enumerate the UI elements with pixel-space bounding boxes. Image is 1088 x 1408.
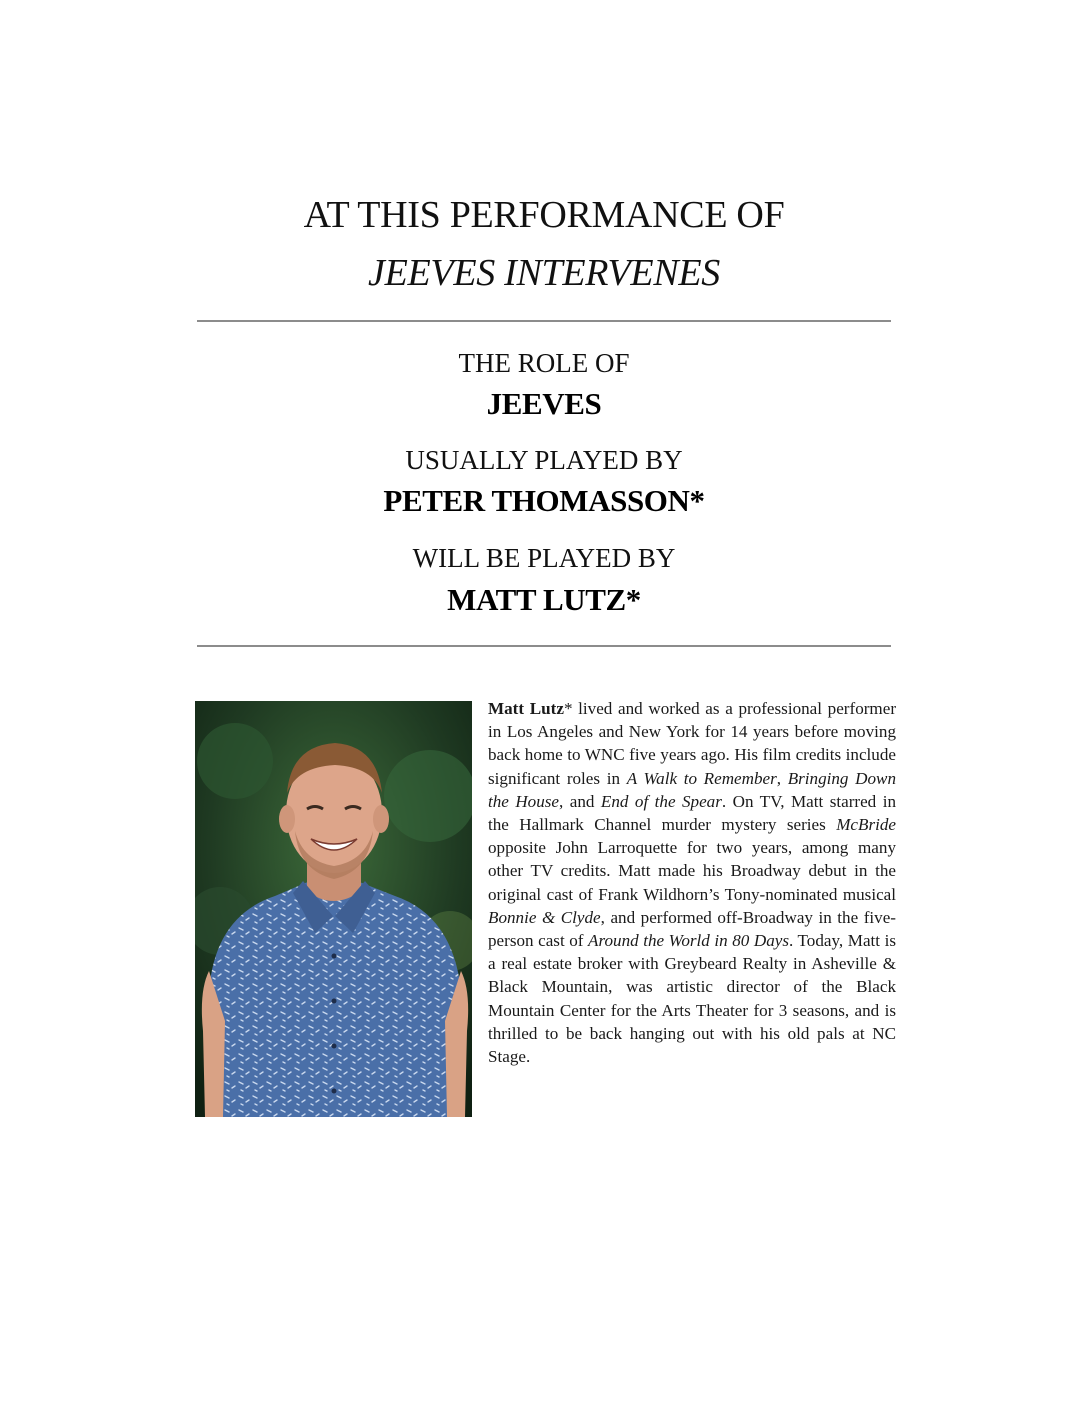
- bio-title-ref: Bonnie & Clyde: [488, 907, 601, 927]
- top-divider: [197, 320, 891, 322]
- announcement-heading: AT THIS PERFORMANCE OF: [303, 194, 785, 236]
- replacement-actor-name: MATT LUTZ*: [447, 582, 641, 617]
- bio-title-ref: Bringing Down the House: [488, 768, 896, 811]
- replacement-actor-label: WILL BE PLAYED BY: [412, 543, 676, 573]
- bio-title-ref: A Walk to Remember: [626, 768, 777, 788]
- bio-text: . Today, Matt is a real estate broker with Greybeard Realty in Asheville & Black Mountain, was artistic director of the Black Mountain Center for the Arts Theater for 3 seasons, and is thrilled to be back hanging out with his old pals at NC Stage.: [488, 931, 896, 1067]
- bio-title-ref: End of the Spear: [600, 791, 722, 811]
- bio-title-ref: Around the World in 80 Days: [588, 931, 790, 951]
- bio-text: * lived and worked as a professional performer in Los Angeles and New York for 14 years before moving back home to WNC five years ago. His film credits include significant roles in: [488, 699, 897, 788]
- role-label: THE ROLE OF: [458, 348, 630, 378]
- usual-actor-label: USUALLY PLAYED BY: [405, 445, 683, 475]
- bio-text: opposite John Larroquette for two years, among many other TV credits. Matt made his Broadway debut in the original cast of Frank Wildhorn’s Tony-nominated musical: [488, 838, 896, 904]
- bio-title-ref: McBride: [836, 815, 896, 835]
- bottom-divider: [197, 645, 891, 647]
- bio-text: ,: [776, 768, 788, 788]
- bio-text: , and: [559, 791, 601, 811]
- actor-biography: [488, 697, 896, 1068]
- bio-actor-name: Matt Lutz: [488, 699, 564, 718]
- usual-actor-name: PETER THOMASSON*: [383, 483, 705, 518]
- role-name: JEEVES: [486, 386, 602, 421]
- actor-headshot: [195, 701, 472, 1117]
- play-title: JEEVES INTERVENES: [368, 252, 720, 294]
- bio-text: . On TV, Matt starred in the Hallmark Channel murder mystery series: [488, 791, 896, 835]
- bio-text: , and performed off-Broadway in the five-person cast of: [488, 907, 896, 951]
